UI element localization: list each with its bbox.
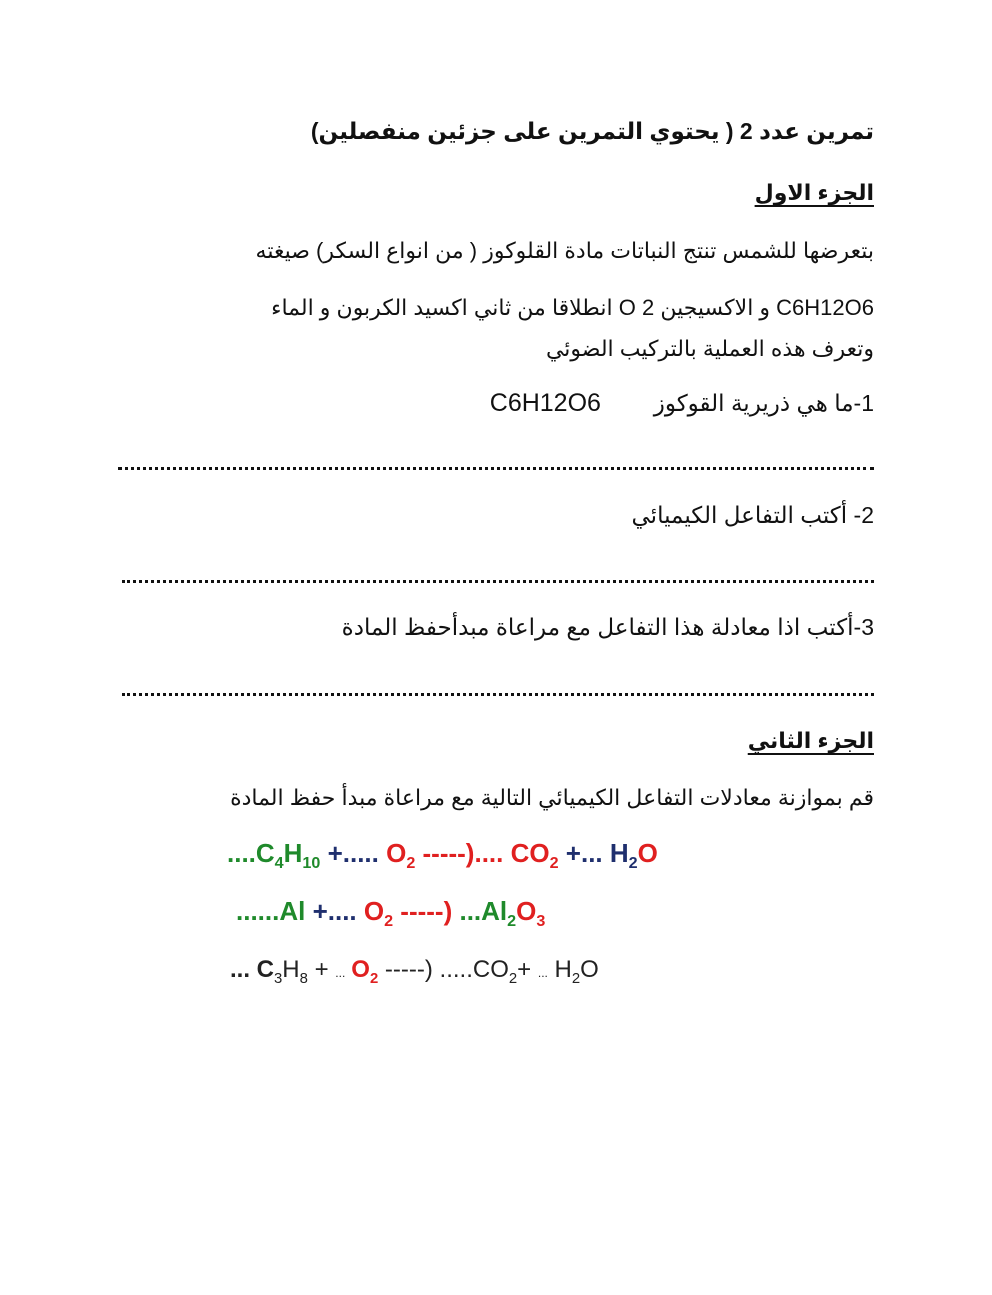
answer-line-2 [122, 580, 874, 583]
eq1-h: H [283, 838, 303, 868]
eq3-h-sub: 8 [299, 970, 308, 987]
eq2-arrow: -----) [393, 896, 460, 926]
eq2-al2: Al [481, 896, 508, 926]
eq3-co-sub: 2 [508, 970, 518, 987]
eq3-lead: ... C [230, 956, 275, 983]
equation-butane [227, 838, 658, 873]
eq3-plus: + [307, 956, 336, 983]
eq1-h2-sub: 2 [628, 854, 638, 873]
question-1 [490, 389, 874, 418]
eq3-h: H [282, 956, 300, 983]
eq2-o: O [363, 896, 385, 926]
eq3-c-sub: 3 [274, 970, 283, 987]
exercise-title: تمرين عدد 2 ( يحتوي التمرين على جزئين منفصلين) [310, 118, 874, 144]
eq3-h2-sub: 2 [571, 970, 581, 987]
eq3-o-sub: 2 [369, 970, 379, 987]
eq2-al: ......Al [236, 896, 306, 926]
eq2-plus: +.... [305, 896, 364, 926]
eq1-c-sub: 4 [274, 854, 284, 873]
eq1-h-sub: 10 [302, 854, 321, 873]
eq1-plus2: +... [558, 838, 610, 868]
eq2-o-sub: 2 [384, 912, 394, 931]
question-1-text: 1-ما هي ذريرية القوكوز [653, 390, 874, 416]
question-2: 2- أكتب التفاعل الكيميائي [631, 502, 874, 528]
eq1-o2: O [637, 838, 658, 868]
eq3-mini-dots-1: ... [335, 966, 346, 980]
eq3-h2: H [547, 956, 572, 983]
eq1-co: CO [503, 838, 550, 868]
eq3-mini-dots-2: ... [537, 966, 548, 980]
answer-line-1 [118, 467, 874, 470]
intro-line-2: C6H12O6 و الاكسيجين 2 O انطلاقا من ثاني اكسيد الكربون و الماء [271, 295, 874, 320]
eq2-dots: ... [459, 896, 482, 926]
eq1-o-sub: 2 [406, 854, 416, 873]
eq1-plus: +..... [320, 838, 379, 868]
equation-aluminium [236, 896, 545, 931]
eq3-arrow: -----) .....CO [378, 956, 509, 983]
eq2-al2-sub: 2 [507, 912, 517, 931]
part-two-heading: الجزء الثاني [747, 728, 874, 753]
eq1-h2: H [609, 838, 629, 868]
answer-line-3 [122, 693, 874, 696]
balance-instruction: قم بموازنة معادلات التفاعل الكيميائي التالية مع مراعاة مبدأ حفظ المادة [230, 785, 874, 810]
eq1-co-sub: 2 [549, 854, 559, 873]
question-3: 3-أكتب اذا معادلة هذا التفاعل مع مراعاة مبدأحفظ المادة [341, 614, 874, 640]
part-one-heading: الجزء الاول [754, 180, 874, 205]
eq3-plus2: + [517, 956, 538, 983]
intro-line-1: بتعرضها للشمس تنتج النباتات مادة القلوكوز ( من انواع السكر) صيغته [255, 238, 874, 263]
eq1-arrow: -----).... [415, 838, 504, 868]
glucose-formula: C6H12O6 [489, 389, 601, 417]
equation-propane [230, 956, 599, 987]
eq3-o: O [351, 956, 370, 983]
eq1-c: ....C [227, 838, 275, 868]
eq1-o: O [378, 838, 407, 868]
eq2-o3-sub: 3 [536, 912, 546, 931]
eq2-o3: O [516, 896, 537, 926]
eq3-o2: O [580, 956, 599, 983]
intro-line-3: وتعرف هذه العملية بالتركيب الضوئي [545, 336, 874, 361]
